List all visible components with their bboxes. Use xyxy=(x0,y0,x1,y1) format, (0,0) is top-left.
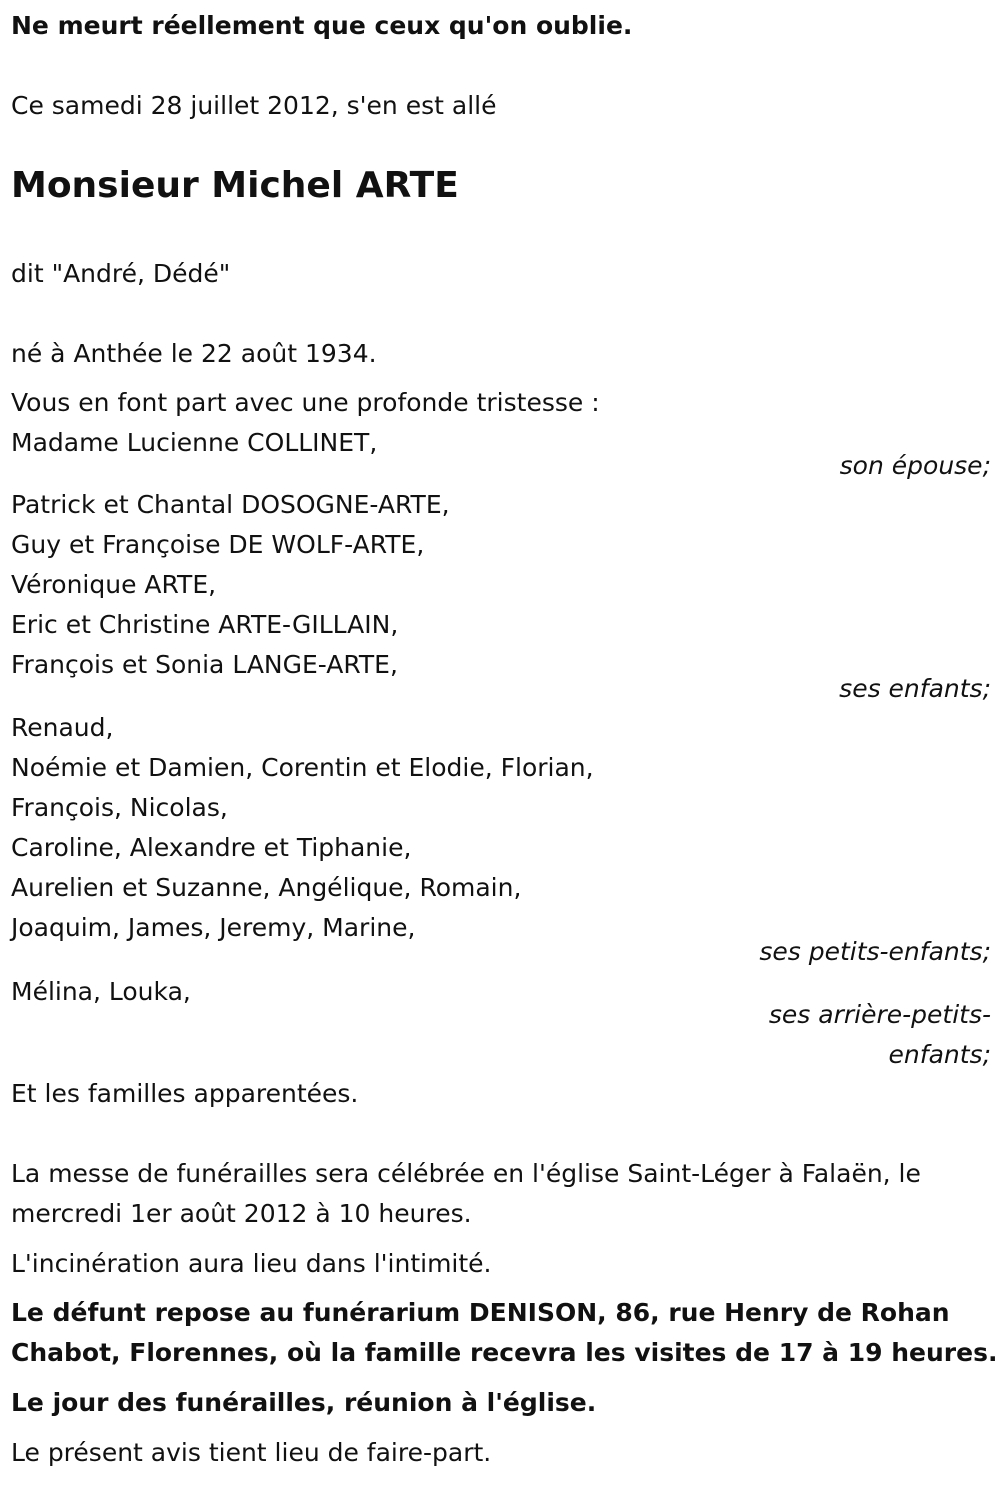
list-item: Aurelien et Suzanne, Angélique, Romain, xyxy=(11,873,522,902)
birth-info: né à Anthée le 22 août 1934. xyxy=(11,339,377,368)
great-grandchildren-role-line1: ses arrière-petits- xyxy=(768,1000,991,1029)
list-item: Patrick et Chantal DOSOGNE-ARTE, xyxy=(11,490,450,519)
children-role: ses enfants; xyxy=(839,674,991,703)
epigraph: Ne meurt réellement que ceux qu'on oublie. xyxy=(11,11,633,40)
spouse-name: Madame Lucienne COLLINET, xyxy=(11,428,378,457)
deceased-name: Monsieur Michel ARTE xyxy=(11,165,459,206)
list-item: François et Sonia LANGE-ARTE, xyxy=(11,650,398,679)
great-grandchildren-role-line2: enfants; xyxy=(888,1040,991,1069)
spouse-role: son épouse; xyxy=(839,451,991,480)
repose-info-line2: Chabot, Florennes, où la famille recevra les visites de 17 à 19 heures. xyxy=(11,1338,998,1367)
nickname: dit "André, Dédé" xyxy=(11,259,231,288)
repose-info-line1: Le défunt repose au funérarium DENISON, 86, rue Henry de Rohan xyxy=(11,1298,950,1327)
mass-info-line1: La messe de funérailles sera célébrée en l'église Saint-Léger à Falaën, le xyxy=(11,1159,921,1188)
notice-text: Le présent avis tient lieu de faire-part. xyxy=(11,1438,492,1467)
list-item: Véronique ARTE, xyxy=(11,570,217,599)
list-item: François, Nicolas, xyxy=(11,793,228,822)
intro-text: Ce samedi 28 juillet 2012, s'en est allé xyxy=(11,91,497,120)
list-item: Caroline, Alexandre et Tiphanie, xyxy=(11,833,412,862)
list-item: Renaud, xyxy=(11,713,114,742)
grandchildren-role: ses petits-enfants; xyxy=(759,937,991,966)
list-item: Noémie et Damien, Corentin et Elodie, Florian, xyxy=(11,753,594,782)
announcement: Vous en font part avec une profonde tristesse : xyxy=(11,388,600,417)
cremation-info: L'incinération aura lieu dans l'intimité. xyxy=(11,1249,492,1278)
families-text: Et les familles apparentées. xyxy=(11,1079,359,1108)
mass-info-line2: mercredi 1er août 2012 à 10 heures. xyxy=(11,1199,472,1228)
list-item: Eric et Christine ARTE-GILLAIN, xyxy=(11,610,399,639)
grandchildren-list xyxy=(11,708,594,948)
great-grandchildren-names: Mélina, Louka, xyxy=(11,977,191,1006)
children-list xyxy=(11,485,450,685)
meeting-info: Le jour des funérailles, réunion à l'église. xyxy=(11,1388,597,1417)
list-item: Guy et Françoise DE WOLF-ARTE, xyxy=(11,530,425,559)
list-item: Joaquim, James, Jeremy, Marine, xyxy=(11,913,416,942)
